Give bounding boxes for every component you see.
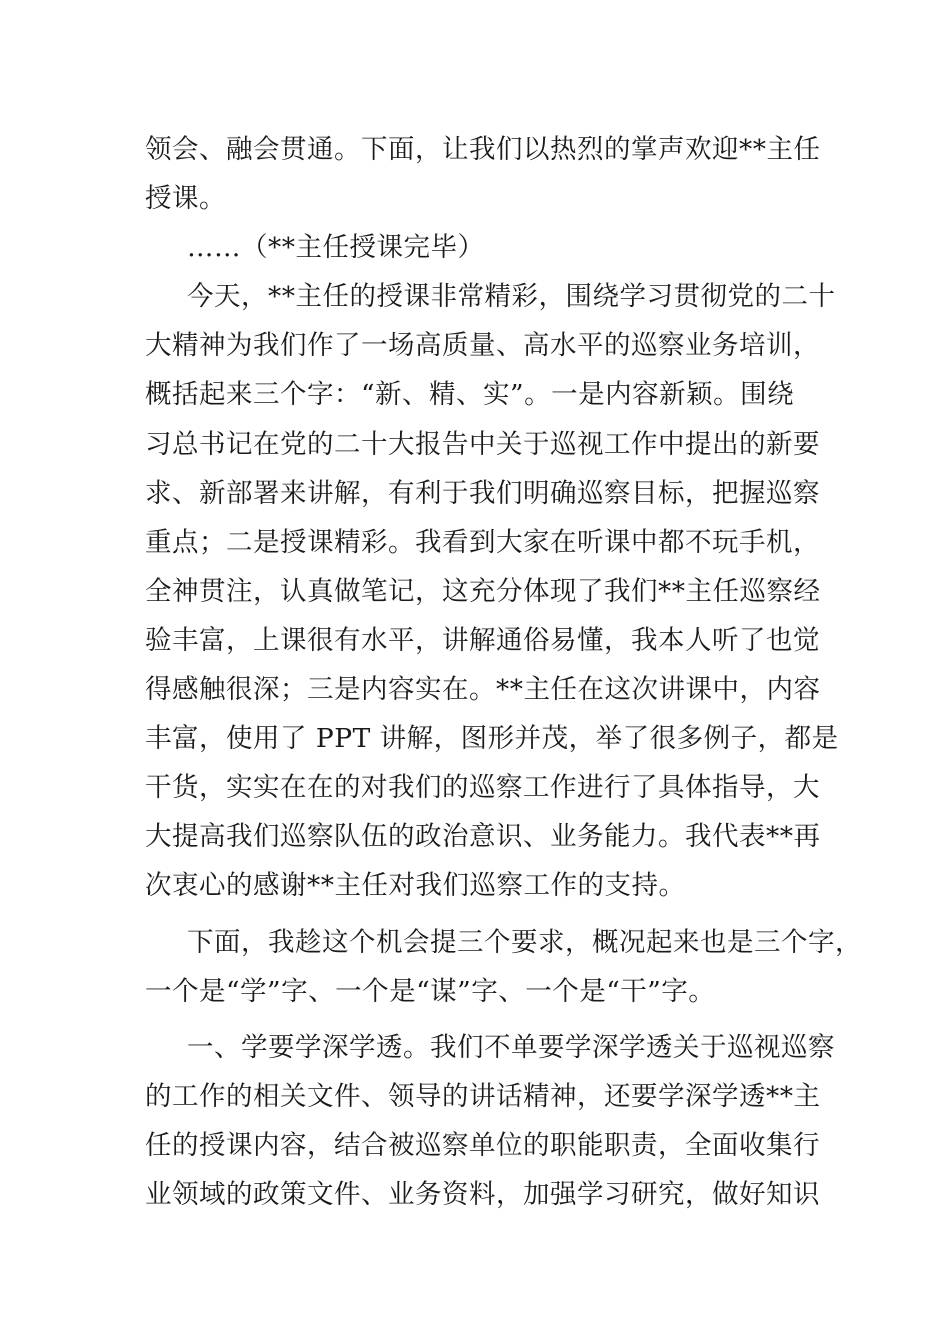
text-line: 的工作的相关文件、领导的讲话精神，还要学深学透**主: [145, 1080, 821, 1112]
text-line: 求、新部署来讲解，有利于我们明确巡察目标，把握巡察: [145, 477, 820, 509]
text-line: 领会、融会贯通。下面，让我们以热烈的掌声欢迎**主任: [145, 134, 821, 165]
text-line: 重点；二是授课精彩。我看到大家在听课中都不玩手机，: [145, 526, 820, 558]
text-line: 大提高我们巡察队伍的政治意识、业务能力。我代表**再: [145, 821, 821, 853]
text-line: 一、学要学深学透。我们不单要学深学透关于巡视巡察: [187, 1031, 835, 1063]
text-line: 授课。: [145, 183, 226, 215]
text-line: 干货，实实在在的对我们的巡察工作进行了具体指导，大: [145, 772, 820, 804]
text-line: 丰富，使用了 PPT 讲解，图形并茂，举了很多例子，都是: [145, 723, 839, 755]
text-line: 全神贯注，认真做笔记，这充分体现了我们**主任巡察经: [145, 575, 821, 607]
text-line: 今天，**主任的授课非常精彩，围绕学习贯彻党的二十: [187, 281, 836, 313]
text-line: 次衷心的感谢**主任对我们巡察工作的支持。: [145, 870, 686, 902]
text-line: 大精神为我们作了一场高质量、高水平的巡察业务培训，: [145, 330, 820, 362]
text-line: 下面，我趁这个机会提三个要求，概况起来也是三个字，: [187, 926, 862, 958]
text-line: 得感触很深；三是内容实在。**主任在这次讲课中，内容: [145, 674, 821, 706]
text-line: 业领域的政策文件、业务资料，加强学习研究，做好知识: [145, 1178, 820, 1210]
text-line: 习总书记在党的二十大报告中关于巡视工作中提出的新要: [145, 428, 820, 460]
text-line: 验丰富，上课很有水平，讲解通俗易懂，我本人听了也觉: [145, 624, 820, 656]
text-line: 概括起来三个字：“新、精、实”。一是内容新颖。围绕: [145, 379, 795, 411]
text-line: 任的授课内容，结合被巡察单位的职能职责，全面收集行: [145, 1129, 820, 1161]
text-line: 一个是“学”字、一个是“谋”字、一个是“干”字。: [145, 975, 716, 1007]
document-body: [145, 125, 862, 1219]
text-line: ……（**主任授课完毕）: [187, 232, 485, 264]
